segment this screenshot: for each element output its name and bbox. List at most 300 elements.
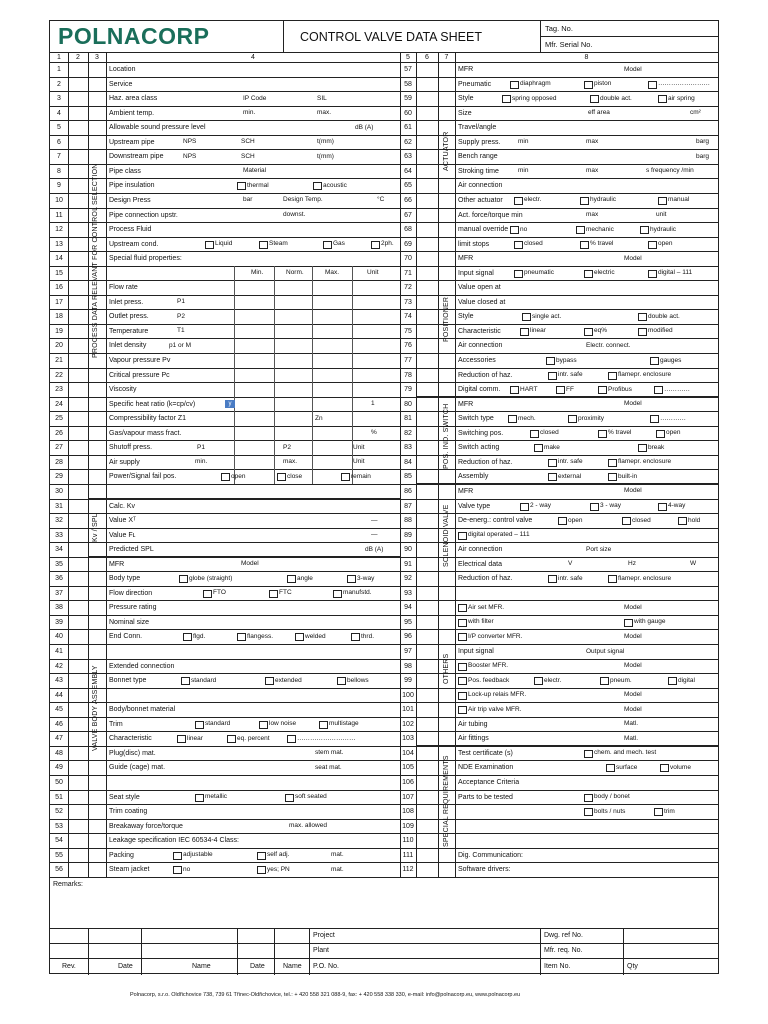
mfr-serial-no-label: Mfr. Serial No. xyxy=(545,40,593,49)
row-number: 55 xyxy=(55,851,63,859)
field-label: Gas/vapour mass fract. xyxy=(109,429,182,437)
option-checkbox[interactable] xyxy=(508,415,517,423)
row-number: 97 xyxy=(404,648,412,655)
field-label: Travel/angle xyxy=(458,124,497,132)
option-checkbox[interactable] xyxy=(257,852,266,860)
option-checkbox[interactable] xyxy=(648,270,657,278)
option-label: flamepr. enclosure xyxy=(618,458,672,466)
row-number: 110 xyxy=(402,837,414,845)
option-checkbox[interactable] xyxy=(514,241,523,249)
row-number: 48 xyxy=(55,749,63,757)
field-label: Packing xyxy=(109,851,134,859)
row-rule xyxy=(50,469,718,470)
option-checkbox[interactable] xyxy=(510,386,519,394)
row-rule xyxy=(50,237,718,238)
option-checkbox[interactable] xyxy=(371,241,380,249)
field-label: MFR xyxy=(458,66,474,73)
footer-rule xyxy=(50,943,718,944)
option-checkbox[interactable] xyxy=(458,633,467,641)
row-rule xyxy=(50,702,718,703)
option-checkbox[interactable] xyxy=(534,677,543,685)
option-checkbox[interactable] xyxy=(522,313,531,321)
option-checkbox[interactable] xyxy=(510,81,519,89)
field-label: Temperature xyxy=(109,327,149,335)
row-number: 95 xyxy=(404,618,412,626)
field-label: De-energ.: control valve xyxy=(458,517,533,525)
option-label: intr. safe xyxy=(558,371,583,379)
option-checkbox[interactable] xyxy=(650,415,659,423)
option-checkbox[interactable] xyxy=(227,735,236,743)
field-label: Switch acting xyxy=(458,444,500,452)
row-rule xyxy=(50,528,718,529)
option-checkbox[interactable] xyxy=(285,794,294,802)
option-checkbox[interactable] xyxy=(608,372,617,380)
field-label: Input signal xyxy=(458,269,494,277)
row-number: 21 xyxy=(55,357,63,364)
option-label: bypass xyxy=(556,356,577,364)
option-checkbox[interactable] xyxy=(568,415,577,423)
option-checkbox[interactable] xyxy=(590,95,599,103)
row-rule xyxy=(50,775,718,776)
row-rule xyxy=(50,120,718,121)
option-checkbox[interactable] xyxy=(548,473,557,481)
row-rule xyxy=(50,77,718,78)
option-label: standard xyxy=(191,676,217,684)
option-label: self adj. xyxy=(267,851,290,859)
group-rule xyxy=(88,556,400,557)
option-label: adjustable xyxy=(183,851,213,859)
field-label: Style xyxy=(458,95,474,103)
row-number: 58 xyxy=(404,80,412,88)
row-number: 100 xyxy=(402,691,414,699)
option-checkbox[interactable] xyxy=(265,677,274,685)
option-checkbox[interactable] xyxy=(458,604,467,612)
row-rule xyxy=(50,440,718,441)
option-checkbox[interactable] xyxy=(277,473,286,481)
option-label: 2 - way xyxy=(530,502,551,509)
field-sublabel: SCH xyxy=(241,152,255,160)
option-label: with gauge xyxy=(634,618,666,626)
option-checkbox[interactable] xyxy=(514,197,523,205)
option-checkbox[interactable] xyxy=(584,794,593,802)
option-checkbox[interactable] xyxy=(654,808,663,816)
row-number: 67 xyxy=(404,211,412,219)
row-number: 102 xyxy=(402,720,414,728)
option-label: electr. xyxy=(544,676,562,684)
option-label: double act. xyxy=(600,94,632,102)
field-label: Steam jacket xyxy=(109,866,150,874)
option-checkbox[interactable] xyxy=(584,328,593,336)
option-checkbox[interactable] xyxy=(514,270,523,278)
option-checkbox[interactable] xyxy=(548,575,557,583)
option-checkbox[interactable] xyxy=(598,430,607,438)
field-label: manual override xyxy=(458,226,509,234)
option-checkbox[interactable] xyxy=(608,575,617,583)
column-header-8: 8 xyxy=(584,54,589,61)
row-number: 27 xyxy=(55,444,63,452)
field-sublabel: barg xyxy=(696,152,710,160)
field-label: Characteristic xyxy=(458,327,501,335)
field-sublabel: s frequency /min xyxy=(646,167,694,175)
option-label: flgd. xyxy=(193,632,206,640)
field-label: Service xyxy=(109,80,133,88)
polnacorp-logo xyxy=(56,24,276,48)
option-label: closed xyxy=(540,429,559,437)
option-checkbox[interactable] xyxy=(313,182,322,190)
field-sublabel: Unit xyxy=(353,458,365,466)
field-sublabel: Model xyxy=(624,632,642,640)
field-label: Seat style xyxy=(109,793,140,801)
field-label: Outlet press. xyxy=(109,313,149,321)
option-checkbox[interactable] xyxy=(259,241,268,249)
field-label: Air connection xyxy=(458,182,503,190)
field-sublabel: P2 xyxy=(283,443,291,451)
section-label-right-4: SOLENOID VALVE xyxy=(443,504,450,568)
row-number: 103 xyxy=(402,735,414,743)
row-rule xyxy=(50,411,718,412)
footer-date-2: Date xyxy=(250,963,265,970)
field-label: Design Press xyxy=(109,196,151,204)
row-number: 71 xyxy=(404,269,412,277)
option-checkbox[interactable] xyxy=(584,750,593,758)
option-label: piston xyxy=(594,80,612,88)
option-checkbox[interactable] xyxy=(205,241,214,249)
option-checkbox[interactable] xyxy=(173,866,182,874)
option-checkbox[interactable] xyxy=(580,241,589,249)
field-sublabel: max. xyxy=(317,109,332,117)
option-label: diaphragm xyxy=(520,80,551,88)
field-sublabel: Zn xyxy=(315,414,323,422)
field-sublabel: Model xyxy=(624,487,642,495)
row-number: 59 xyxy=(404,95,412,103)
option-checkbox[interactable] xyxy=(333,590,342,598)
option-label: globe (straight) xyxy=(189,574,233,582)
section-label-right-2: POSITIONER xyxy=(443,296,450,342)
row-rule xyxy=(50,455,718,456)
option-checkbox[interactable] xyxy=(534,444,543,452)
field-label: Pneumatic xyxy=(458,80,492,88)
field-label: Trim xyxy=(109,720,123,728)
field-label: Accessories xyxy=(458,357,496,364)
row-number: 60 xyxy=(404,109,412,117)
option-checkbox[interactable] xyxy=(668,677,677,685)
option-checkbox[interactable] xyxy=(656,430,665,438)
option-checkbox[interactable] xyxy=(648,81,657,89)
column-rule xyxy=(416,52,417,877)
option-checkbox[interactable] xyxy=(584,81,593,89)
option-checkbox[interactable] xyxy=(287,735,296,743)
option-checkbox[interactable] xyxy=(502,95,511,103)
option-label: air spring xyxy=(668,94,695,102)
option-checkbox[interactable] xyxy=(341,473,350,481)
option-checkbox[interactable] xyxy=(347,575,356,583)
row-number: 42 xyxy=(55,662,63,670)
option-label: no xyxy=(520,225,528,233)
field-sublabel: min. xyxy=(195,458,208,466)
row-number: 4 xyxy=(57,109,61,117)
field-label: Power/Signal fail pos. xyxy=(109,473,177,481)
option-checkbox[interactable] xyxy=(520,503,529,511)
option-checkbox[interactable] xyxy=(584,808,593,816)
field-sublabel: °C xyxy=(377,196,385,204)
row-number: 39 xyxy=(55,618,63,626)
option-label: eq. percent xyxy=(237,734,270,742)
row-number: 107 xyxy=(402,793,414,801)
field-sublabel: max xyxy=(586,211,599,218)
option-checkbox[interactable] xyxy=(269,590,278,598)
option-label: multistage xyxy=(329,720,359,728)
option-checkbox[interactable] xyxy=(181,677,190,685)
row-number: 17 xyxy=(55,298,63,306)
field-sublabel: Model xyxy=(241,560,259,568)
option-label: FTO xyxy=(213,589,226,597)
option-checkbox[interactable] xyxy=(520,328,529,336)
field-sublabel: mat. xyxy=(331,865,344,873)
option-checkbox[interactable] xyxy=(608,459,617,467)
row-number: 28 xyxy=(55,458,63,466)
option-label: bellows xyxy=(347,676,369,684)
row-number: 106 xyxy=(402,778,414,786)
option-label: proximity xyxy=(578,414,605,422)
field-label: Pipe class xyxy=(109,167,141,175)
option-checkbox[interactable] xyxy=(458,532,467,540)
row-rule xyxy=(50,266,718,267)
row-number: 101 xyxy=(402,706,414,714)
option-label: digital operated – 111 xyxy=(468,531,530,539)
row-number: 105 xyxy=(402,764,414,772)
option-checkbox[interactable] xyxy=(351,633,360,641)
option-checkbox[interactable] xyxy=(323,241,332,249)
option-checkbox[interactable] xyxy=(257,866,266,874)
option-checkbox[interactable] xyxy=(458,619,467,627)
row-rule xyxy=(50,542,718,543)
option-checkbox[interactable] xyxy=(558,517,567,525)
row-number: 23 xyxy=(55,386,63,394)
option-label: hydraulic xyxy=(590,196,617,204)
row-rule xyxy=(50,586,718,587)
row-number: 3 xyxy=(57,95,61,103)
option-label: linear xyxy=(530,327,546,335)
field-label: Downstream pipe xyxy=(109,153,164,161)
row-number: 5 xyxy=(57,124,61,132)
row-rule xyxy=(50,862,718,863)
option-checkbox[interactable] xyxy=(654,386,663,394)
option-checkbox[interactable] xyxy=(203,590,212,598)
sheet-title: CONTROL VALVE DATA SHEET xyxy=(300,30,482,44)
row-number: 73 xyxy=(404,298,412,306)
row-rule xyxy=(50,280,718,281)
field-label: Act. force/torque min xyxy=(458,211,523,219)
row-rule xyxy=(50,338,718,339)
option-label: flangess. xyxy=(247,632,274,640)
option-checkbox[interactable] xyxy=(195,721,204,729)
field-label: Leakage specification IEC 60534-4 Class: xyxy=(109,837,239,845)
footer-rule xyxy=(50,928,718,929)
option-checkbox[interactable] xyxy=(590,503,599,511)
field-label: Input signal xyxy=(458,648,494,655)
option-checkbox[interactable] xyxy=(638,444,647,452)
row-number: 74 xyxy=(404,313,412,321)
row-number: 89 xyxy=(404,531,412,539)
field-sublabel: — xyxy=(371,531,378,539)
footer-column-rule xyxy=(274,928,275,975)
option-label: Gas xyxy=(333,240,345,248)
option-checkbox[interactable] xyxy=(237,633,246,641)
field-label: Nominal size xyxy=(109,618,150,626)
section-label-right-5: OTHERS xyxy=(443,653,450,684)
row-number: 57 xyxy=(404,66,412,73)
option-label: single act. xyxy=(532,312,562,320)
field-label: Inlet press. xyxy=(109,298,144,306)
option-checkbox[interactable] xyxy=(458,677,467,685)
footer-name-1: Name xyxy=(192,963,211,970)
row-number: 104 xyxy=(402,749,414,757)
option-label: thermal xyxy=(247,181,269,189)
option-checkbox[interactable] xyxy=(606,764,615,772)
option-checkbox[interactable] xyxy=(259,721,268,729)
row-number: 85 xyxy=(404,473,412,481)
row-rule xyxy=(50,368,718,369)
option-label: angle xyxy=(297,574,313,582)
row-rule xyxy=(50,760,718,761)
row-number: 75 xyxy=(404,327,412,335)
option-label: % travel xyxy=(608,429,632,437)
footer-dwg: Dwg. ref No. xyxy=(544,932,583,939)
field-sublabel: max. xyxy=(283,458,298,466)
option-checkbox[interactable] xyxy=(580,197,589,205)
option-label: spring opposed xyxy=(512,94,557,102)
option-checkbox[interactable] xyxy=(658,503,667,511)
option-checkbox[interactable] xyxy=(177,735,186,743)
option-checkbox[interactable] xyxy=(640,226,649,234)
option-label: linear xyxy=(187,734,203,742)
field-label: Reduction of haz. xyxy=(458,575,513,583)
tag-no-label: Tag. No. xyxy=(545,24,573,33)
row-number: 12 xyxy=(55,226,63,234)
row-number: 61 xyxy=(404,124,412,132)
row-rule xyxy=(50,513,718,514)
option-checkbox[interactable] xyxy=(648,241,657,249)
field-sublabel: P1 xyxy=(177,298,185,306)
field-label: Acceptance Criteria xyxy=(458,778,520,786)
option-checkbox[interactable] xyxy=(638,313,647,321)
field-label: NDE Examination xyxy=(458,764,514,772)
option-checkbox[interactable] xyxy=(221,473,230,481)
footer-po: P.O. No. xyxy=(313,963,339,970)
row-rule xyxy=(50,688,718,689)
field-label: Pipe insulation xyxy=(109,182,155,190)
row-number: 108 xyxy=(402,808,414,816)
option-checkbox[interactable] xyxy=(287,575,296,583)
field-sublabel: 1 xyxy=(371,400,375,408)
row-number: 36 xyxy=(55,575,63,583)
option-checkbox[interactable] xyxy=(584,270,593,278)
field-sublabel: max xyxy=(586,138,599,146)
row-number: 31 xyxy=(55,502,63,510)
row-number: 22 xyxy=(55,371,63,379)
row-rule xyxy=(50,848,718,849)
option-checkbox[interactable] xyxy=(624,619,633,627)
option-checkbox[interactable] xyxy=(530,430,539,438)
row-rule xyxy=(50,309,718,310)
option-checkbox[interactable] xyxy=(183,633,192,641)
option-checkbox[interactable] xyxy=(658,95,667,103)
column-rule xyxy=(438,52,439,877)
option-checkbox[interactable] xyxy=(600,677,609,685)
option-checkbox[interactable] xyxy=(622,517,631,525)
field-label: Style xyxy=(458,313,474,321)
row-number: 56 xyxy=(55,866,63,874)
option-checkbox[interactable] xyxy=(173,852,182,860)
option-checkbox[interactable] xyxy=(195,794,204,802)
option-checkbox[interactable] xyxy=(598,386,607,394)
row-number: 68 xyxy=(404,226,412,234)
option-checkbox[interactable] xyxy=(319,721,328,729)
row-number: 8 xyxy=(57,167,61,175)
option-checkbox[interactable] xyxy=(295,633,304,641)
row-number: 20 xyxy=(55,342,63,350)
option-checkbox[interactable] xyxy=(650,357,659,365)
footer-mfr-req: Mfr. req. No. xyxy=(544,947,583,954)
row-number: 77 xyxy=(404,357,412,364)
row-number: 99 xyxy=(404,677,412,685)
row-rule xyxy=(50,717,718,718)
row-rule xyxy=(50,149,718,150)
option-checkbox[interactable] xyxy=(458,706,467,714)
sheet-header xyxy=(50,21,718,53)
option-checkbox[interactable] xyxy=(576,226,585,234)
footer-column-rule xyxy=(540,928,541,975)
option-label: modified xyxy=(648,327,673,335)
option-checkbox[interactable] xyxy=(556,386,565,394)
field-label: Specific heat ratio (k=cp/cv) xyxy=(109,400,196,408)
option-checkbox[interactable] xyxy=(548,372,557,380)
row-rule xyxy=(50,324,718,325)
option-checkbox[interactable] xyxy=(337,677,346,685)
field-sublabel: min. xyxy=(243,109,256,117)
row-rule xyxy=(50,629,718,630)
option-label: hold xyxy=(688,516,701,524)
option-checkbox[interactable] xyxy=(658,197,667,205)
field-sublabel: Unit xyxy=(353,443,365,451)
row-number: 7 xyxy=(57,153,61,161)
row-rule xyxy=(50,178,718,179)
row-number: 63 xyxy=(404,153,412,161)
option-checkbox[interactable] xyxy=(458,663,467,671)
section-label-right-1: ACTUATOR xyxy=(443,131,450,171)
option-checkbox[interactable] xyxy=(548,459,557,467)
option-checkbox[interactable] xyxy=(678,517,687,525)
option-checkbox[interactable] xyxy=(608,473,617,481)
option-label: Liquid xyxy=(215,240,233,248)
field-label: Pressure rating xyxy=(109,604,157,612)
field-label: Value open at xyxy=(458,284,501,292)
option-checkbox[interactable] xyxy=(660,764,669,772)
field-label: Valve type xyxy=(458,502,491,510)
option-checkbox[interactable] xyxy=(638,328,647,336)
option-label: surface xyxy=(616,763,638,771)
footer-column-rule xyxy=(309,928,310,975)
row-number: 84 xyxy=(404,458,412,466)
option-checkbox[interactable] xyxy=(179,575,188,583)
option-checkbox[interactable] xyxy=(458,692,467,700)
option-checkbox[interactable] xyxy=(546,357,555,365)
field-label: Digital comm. xyxy=(458,386,501,394)
footer-rev: Rev. xyxy=(62,963,76,970)
option-checkbox[interactable] xyxy=(510,226,519,234)
option-label: thrd. xyxy=(361,632,375,640)
option-checkbox[interactable] xyxy=(237,182,246,190)
